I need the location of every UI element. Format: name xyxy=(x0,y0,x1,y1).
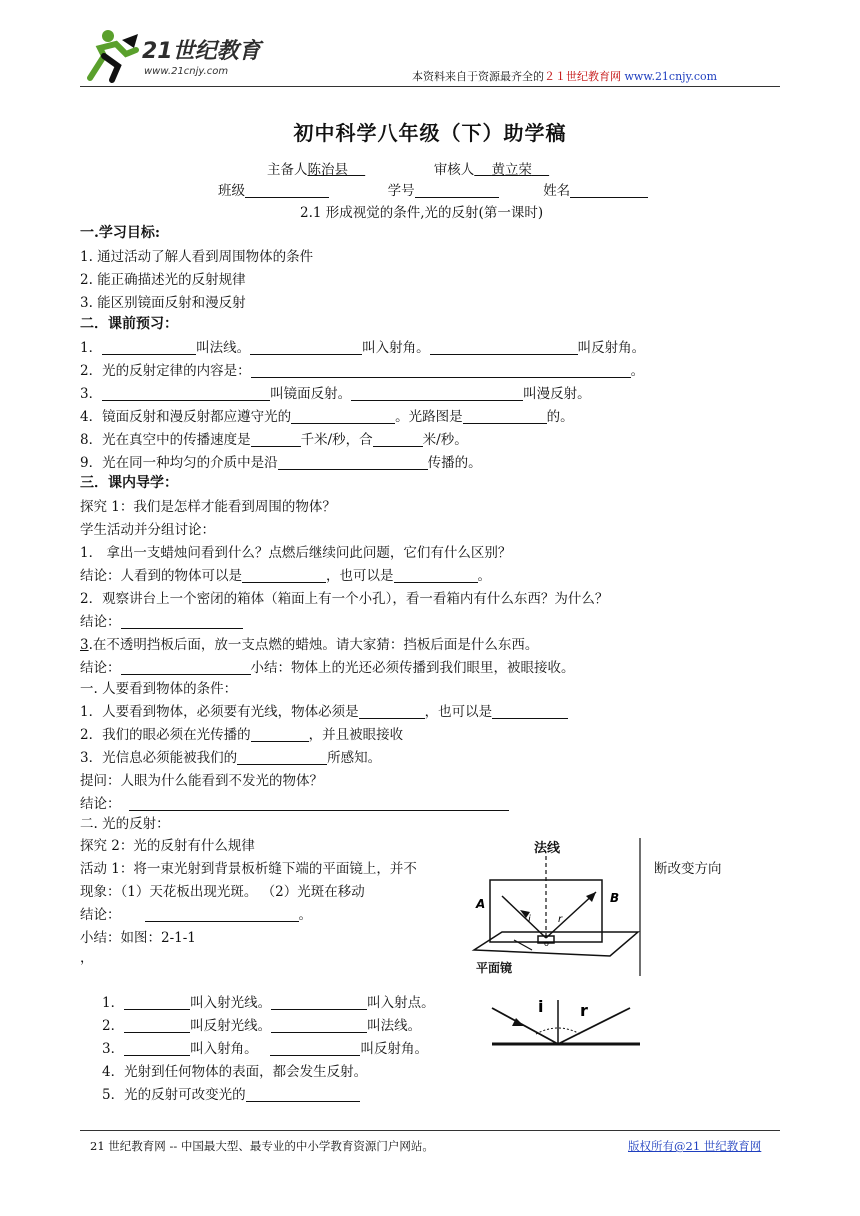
answer-blank[interactable] xyxy=(250,340,362,355)
activity-1: 活动 1：将一束光射到背景板析缝下端的平面镜上，并不 xyxy=(80,861,417,877)
fig1-normal-label: 法线 xyxy=(534,841,561,856)
reflection-def-1: 1． 叫入射光线。 叫入射点。 xyxy=(102,995,435,1011)
lesson-title: 2.1 形成视觉的条件,光的反射(第一课时) xyxy=(300,205,544,221)
answer-blank[interactable] xyxy=(242,568,326,583)
reflection-def-2: 2． 叫反射光线。 叫法线。 xyxy=(102,1018,422,1034)
footer-rule xyxy=(80,1130,780,1131)
header-source-note: 本资料来自于资源最齐全的２１世纪教育网 www.21cnjy.com xyxy=(412,70,718,83)
preview-line-2: 2．光的反射定律的内容是： 。 xyxy=(80,363,645,379)
goal-item: 3. 能区别镜面反射和漫反射 xyxy=(80,295,246,311)
explore2-text: 探究 2：光的反射有什么规律 xyxy=(80,838,255,854)
footer-copyright-link[interactable]: 版权所有@21 世纪教育网 xyxy=(628,1139,762,1153)
answer-blank[interactable] xyxy=(492,704,568,719)
fig1-B-label: B xyxy=(610,891,620,905)
question-2: 2．观察讲台上一个密闭的箱体（箱面上有一个小孔），看一看箱内有什么东西？为什么？ xyxy=(80,591,609,607)
answer-blank[interactable] xyxy=(124,1041,190,1056)
conclusion-3: 结论： 小结：物体上的光还必须传播到我们眼里，被眼接收。 xyxy=(80,660,575,676)
reflection-fact-5: 5．光的反射可改变光的 xyxy=(102,1083,360,1103)
logo-runner-icon xyxy=(90,30,138,80)
answer-blank[interactable] xyxy=(129,796,509,811)
header-rule xyxy=(80,86,780,87)
answer-blank[interactable] xyxy=(145,907,299,922)
student-no-field[interactable] xyxy=(415,183,499,198)
answer-blank[interactable] xyxy=(102,340,196,355)
answer-blank[interactable] xyxy=(102,386,270,401)
group-text: 学生活动并分组讨论： xyxy=(80,522,215,538)
answer-blank[interactable] xyxy=(271,995,367,1010)
conclusion-4: 结论： xyxy=(80,792,509,812)
figure-angle-diagram xyxy=(488,996,644,1050)
fig2-i-label: i xyxy=(538,997,544,1016)
authors-line: 主备人陈治县 审核人 黄立荣 xyxy=(267,162,532,178)
phenomenon: 现象：（1）天花板出现光斑。 （2）光斑在移动 xyxy=(80,884,365,900)
footer-left: 21 世纪教育网 -- 中国最大型、最专业的中小学教育资源门户网站。 xyxy=(90,1139,434,1153)
reflection-def-3: 3． 叫入射角。 叫反射角。 xyxy=(102,1041,428,1057)
answer-blank[interactable] xyxy=(121,660,251,675)
logo-text: 21世纪教育 xyxy=(142,39,261,64)
answer-blank[interactable] xyxy=(121,614,243,629)
preview-line-9: 9．光在同一种均匀的介质中是沿 传播的。 xyxy=(80,455,482,471)
class-field[interactable] xyxy=(245,183,329,198)
figure-reflection-apparatus xyxy=(462,836,647,978)
answer-blank[interactable] xyxy=(278,455,428,470)
answer-blank[interactable] xyxy=(271,1018,367,1033)
answer-blank[interactable] xyxy=(251,432,301,447)
question-1: 1． 拿出一支蜡烛问看到什么？点燃后继续问此问题，它们有什么区别？ xyxy=(80,545,512,561)
answer-blank[interactable] xyxy=(246,1087,360,1102)
question-ask: 提问：人眼为什么能看到不发光的物体？ xyxy=(80,773,323,789)
question-3: 3.在不透明挡板后面，放一支点燃的蜡烛。请大家猜：挡板后面是什么东西。 xyxy=(80,637,539,653)
activity-1-cont: 断改变方向 xyxy=(654,861,722,877)
fig1-r-label: r xyxy=(558,914,563,925)
logo-url: www.21cnjy.com xyxy=(144,66,229,77)
preview-line-4: 4．镜面反射和漫反射都应遵守光的 。光路图是 的。 xyxy=(80,409,574,425)
answer-blank[interactable] xyxy=(251,363,631,378)
page-title: 初中科学八年级（下）助学稿 xyxy=(293,121,567,145)
answer-blank[interactable] xyxy=(463,409,547,424)
preview-line-3: 3． 叫镜面反射。 叫漫反射。 xyxy=(80,386,591,402)
name-field[interactable] xyxy=(570,183,648,198)
goal-item: 2. 能正确描述光的反射规律 xyxy=(80,272,246,288)
conclusion-1: 结论：人看到的物体可以是 ，也可以是 。 xyxy=(80,568,491,584)
answer-blank[interactable] xyxy=(270,1041,360,1056)
answer-blank[interactable] xyxy=(237,750,327,765)
answer-blank[interactable] xyxy=(124,995,190,1010)
stray-comma: ， xyxy=(80,950,94,966)
reflection-fact-4: 4．光射到任何物体的表面，都会发生反射。 xyxy=(102,1064,368,1080)
subheading-reflection: 二. 光的反射： xyxy=(80,816,170,832)
fig1-A-label: A xyxy=(476,897,486,911)
condition-3: 3．光信息必须能被我们的 所感知。 xyxy=(80,750,382,766)
section1-heading: 一.学习目标: xyxy=(80,225,161,241)
section2-heading: 二．课前预习： xyxy=(80,316,178,332)
answer-blank[interactable] xyxy=(359,704,425,719)
answer-blank[interactable] xyxy=(251,727,309,742)
conclusion-2: 结论： xyxy=(80,610,243,630)
conclusion-5: 结论： 。 xyxy=(80,907,312,923)
fig1-o-label: o xyxy=(544,939,549,948)
section3-heading: 三．课内导学： xyxy=(80,475,178,491)
answer-blank[interactable] xyxy=(430,340,578,355)
answer-blank[interactable] xyxy=(124,1018,190,1033)
answer-blank[interactable] xyxy=(373,432,423,447)
answer-blank[interactable] xyxy=(394,568,478,583)
summary-text: 小结：如图：2-1-1 xyxy=(80,930,196,946)
student-info-line: 班级 学号 姓名 xyxy=(218,179,648,199)
fig2-r-label: r xyxy=(580,1001,588,1020)
preview-line-8: 8．光在真空中的传播速度是 千米/秒，合 米/秒。 xyxy=(80,432,468,448)
subheading-conditions: 一. 人要看到物体的条件： xyxy=(80,681,238,697)
fig1-mirror-label: 平面镜 xyxy=(476,961,513,975)
answer-blank[interactable] xyxy=(351,386,523,401)
condition-2: 2．我们的眼必须在光传播的 ，并且被眼接收 xyxy=(80,727,404,743)
site-logo xyxy=(82,26,282,84)
fig1-i-label: i xyxy=(528,914,531,925)
goal-item: 1. 通过活动了解人看到周围物体的条件 xyxy=(80,249,314,265)
preview-line-1: 1． 叫法线。 叫入射角。 叫反射角。 xyxy=(80,340,646,356)
explore1-text: 探究 1：我们是怎样才能看到周围的物体？ xyxy=(80,499,336,515)
answer-blank[interactable] xyxy=(291,409,395,424)
condition-1: 1．人要看到物体，必须要有光线，物体必须是 ，也可以是 xyxy=(80,700,568,720)
